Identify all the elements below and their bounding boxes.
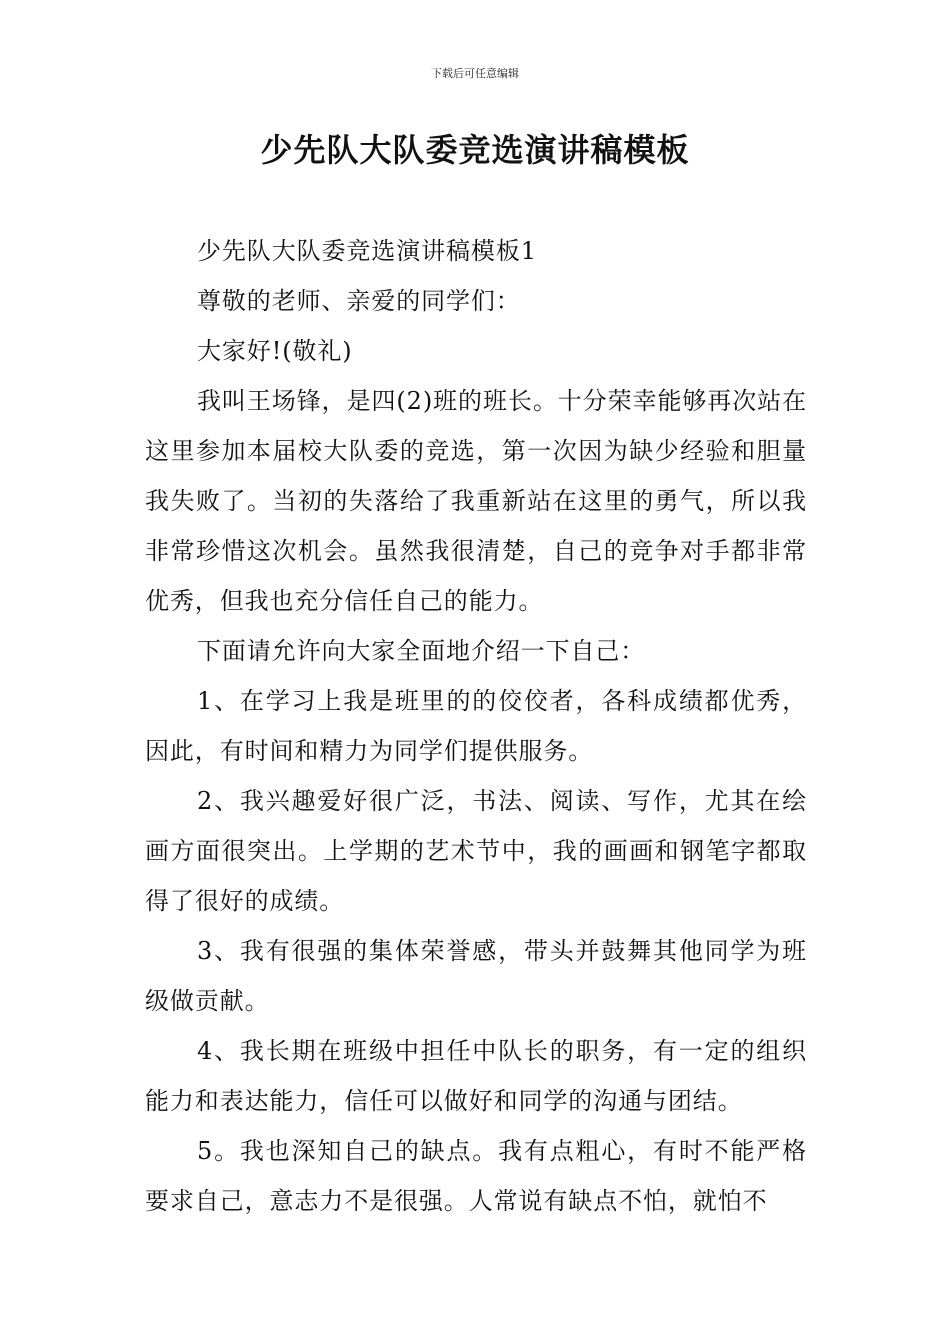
paragraph-greeting: 大家好!(敬礼) xyxy=(197,337,353,365)
header-note: 下载后可任意编辑 xyxy=(431,67,519,80)
document-body xyxy=(145,226,807,1226)
paragraph-point-4: 4、我长期在班级中担任中队长的职务，有一定的组织能力和表达能力，信任可以做好和同学的沟通与团结。 xyxy=(145,1037,807,1115)
paragraph-intro: 我叫王场锋，是四(2)班的班长。十分荣幸能够再次站在这里参加本届校大队委的竞选，第一次因为缺少经验和胆量我失败了。当初的失落给了我重新站在这里的勇气，所以我非常珍惜这次机会。虽然我很清楚，自己的竞争对手都非常优秀，但我也充分信任自己的能力。 xyxy=(145,387,807,615)
document-title: 少先队大队委竞选演讲稿模板 xyxy=(260,131,690,169)
paragraph-subtitle: 少先队大队委竞选演讲稿模板1 xyxy=(197,237,537,265)
paragraph-salutation: 尊敬的老师、亲爱的同学们： xyxy=(197,287,521,315)
paragraph-point-2: 2、我兴趣爱好很广泛，书法、阅读、写作，尤其在绘画方面很突出。上学期的艺术节中，我的画画和钢笔字都取得了很好的成绩。 xyxy=(145,787,807,915)
paragraph-point-5: 5。我也深知自己的缺点。我有点粗心，有时不能严格要求自己，意志力不是很强。人常说有缺点不怕，就怕不 xyxy=(145,1137,807,1215)
paragraph-point-1: 1、在学习上我是班里的的佼佼者，各科成绩都优秀，因此，有时间和精力为同学们提供服务。 xyxy=(145,687,807,765)
paragraph-point-3: 3、我有很强的集体荣誉感，带头并鼓舞其他同学为班级做贡献。 xyxy=(145,937,807,1015)
paragraph-transition: 下面请允许向大家全面地介绍一下自己： xyxy=(197,637,646,665)
